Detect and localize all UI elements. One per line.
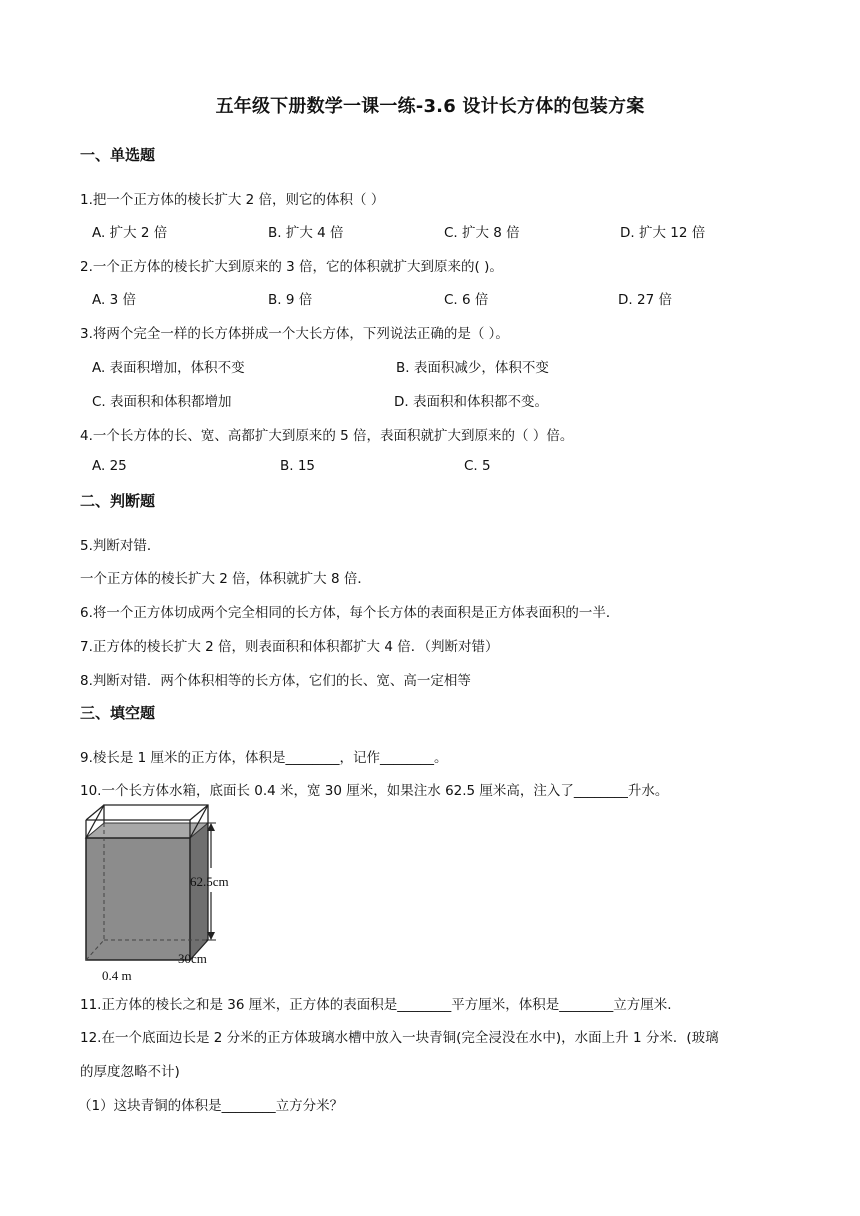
question-4-stem: 4.一个长方体的长、宽、高都扩大到原来的 5 倍，表面积就扩大到原来的（ ）倍。 bbox=[80, 428, 574, 444]
question-7: 7.正方体的棱长扩大 2 倍，则表面积和体积都扩大 4 倍．（判断对错） bbox=[80, 639, 499, 655]
tank-top-depth-left bbox=[86, 805, 104, 820]
question-1-option-d: D. 扩大 12 倍 bbox=[620, 225, 706, 241]
question-4-option-b: B. 15 bbox=[280, 458, 316, 474]
question-2-option-c: C. 6 倍 bbox=[444, 292, 489, 308]
question-12-line-2: 的厚度忽略不计) bbox=[80, 1064, 180, 1080]
water-side-face bbox=[190, 823, 208, 960]
water-front-face bbox=[86, 838, 190, 960]
question-3-stem: 3.将两个完全一样的长方体拼成一个大长方体，下列说法正确的是（ ）。 bbox=[80, 326, 509, 342]
question-1-option-a: A. 扩大 2 倍 bbox=[92, 225, 168, 241]
question-2-option-a: A. 3 倍 bbox=[92, 292, 136, 308]
section-heading-fill-in: 三、填空题 bbox=[80, 704, 156, 722]
question-1-option-c: C. 扩大 8 倍 bbox=[444, 225, 520, 241]
length-label: 0.4 m bbox=[102, 968, 132, 983]
page-title: 五年级下册数学一课一练-3.6 设计长方体的包装方案 bbox=[215, 96, 645, 117]
question-12-sub-1: （1）这块青铜的体积是________立方分米？ bbox=[78, 1098, 344, 1114]
section-heading-true-false: 二、判断题 bbox=[80, 492, 156, 510]
question-1-option-b: B. 扩大 4 倍 bbox=[268, 225, 344, 241]
question-1-stem: 1.把一个正方体的棱长扩大 2 倍，则它的体积（ ） bbox=[80, 192, 385, 208]
question-3-option-c: C. 表面积和体积都增加 bbox=[92, 394, 232, 410]
question-4-option-a: A. 25 bbox=[92, 458, 127, 474]
question-9: 9.棱长是 1 厘米的正方体，体积是________，记作________。 bbox=[80, 750, 448, 766]
tank-top-depth-right bbox=[190, 805, 208, 820]
question-6: 6.将一个正方体切成两个完全相同的长方体，每个长方体的表面积是正方体表面积的一半． bbox=[80, 605, 620, 621]
question-4-option-c: C. 5 bbox=[464, 458, 491, 474]
water-tank-diagram bbox=[80, 800, 250, 985]
section-heading-single-choice: 一、单选题 bbox=[80, 146, 156, 164]
question-2-stem: 2.一个正方体的棱长扩大到原来的 3 倍，它的体积就扩大到原来的( )。 bbox=[80, 259, 503, 275]
question-5-statement: 一个正方体的棱长扩大 2 倍，体积就扩大 8 倍． bbox=[80, 571, 371, 587]
question-8: 8.判断对错．两个体积相等的长方体，它们的长、宽、高一定相等 bbox=[80, 673, 471, 689]
question-5-stem: 5.判断对错． bbox=[80, 538, 161, 554]
water-tank-figure bbox=[80, 800, 250, 985]
height-label: 62.5cm bbox=[190, 874, 229, 889]
question-2-option-b: B. 9 倍 bbox=[268, 292, 313, 308]
question-3-option-d: D. 表面积和体积都不变。 bbox=[394, 394, 548, 410]
question-3-option-b: B. 表面积减少，体积不变 bbox=[396, 360, 549, 376]
question-11: 11.正方体的棱长之和是 36 厘米，正方体的表面积是________平方厘米，体积是________立方厘米. bbox=[80, 997, 672, 1013]
question-12-line-1: 12.在一个底面边长是 2 分米的正方体玻璃水槽中放入一块青铜(完全浸没在水中)，水面上升 1 分米．(玻璃 bbox=[80, 1030, 719, 1046]
question-2-option-d: D. 27 倍 bbox=[618, 292, 672, 308]
width-label: 30cm bbox=[178, 951, 207, 966]
question-3-option-a: A. 表面积增加，体积不变 bbox=[92, 360, 245, 376]
question-10: 10.一个长方体水箱，底面长 0.4 米，宽 30 厘米，如果注水 62.5 厘米高，注入了________升水。 bbox=[80, 783, 669, 799]
